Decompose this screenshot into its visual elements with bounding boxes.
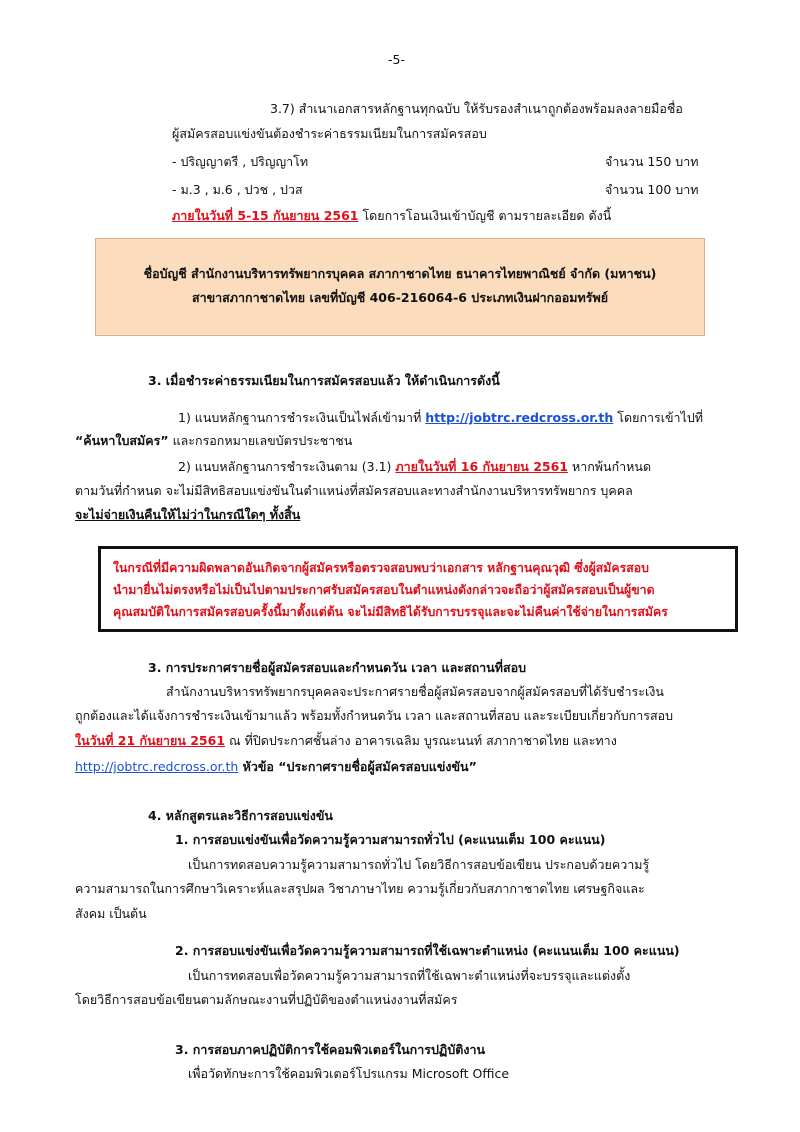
warning-line-2: นำมายื่นไม่ตรงหรือไม่เป็นไปตามประกาศรับสมัครสอบในตำแหน่งดังกล่าวจะถือว่าผู้สมัครสอบเป็นผู้ขาด — [113, 583, 655, 597]
announcement-line-2: ถูกต้องและได้แจ้งการชำระเงินเข้ามาแล้ว พร้อมทั้งกำหนดวัน เวลา และสถานที่สอบ และระเบียบเกี่ยวกับการสอบ — [75, 708, 674, 723]
exam-specific-title: 2. การสอบแข่งขันเพื่อวัดความรู้ความสามารถที่ใช้เฉพาะตำแหน่ง (คะแนนเต็ม 100 คะแนน) — [175, 943, 680, 958]
jobtrc-link-step-1[interactable]: http://jobtrc.redcross.or.th — [425, 410, 614, 425]
exam-computer-line-1: เพื่อวัดทักษะการใช้คอมพิวเตอร์โปรแกรม Microsoft Office — [188, 1066, 510, 1081]
fee-amount-100: จำนวน 100 บาท — [605, 182, 699, 197]
exam-general-line-3: สังคม เป็นต้น — [75, 906, 147, 921]
step-1-prefix: 1) แนบหลักฐานการชำระเงินเป็นไฟล์เข้ามาที่ — [178, 410, 426, 425]
announcement-topic: หัวข้อ “ประกาศรายชื่อผู้สมัครสอบแข่งขัน” — [238, 759, 477, 774]
step-1-line-2 — [75, 431, 352, 451]
payment-deadline-line — [172, 206, 611, 226]
item-3-7: 3.7) สำเนาเอกสารหลักฐานทุกฉบับ ให้รับรองสำเนาถูกต้องพร้อมลงลายมือชื่อ — [270, 101, 683, 116]
warning-line-1: ในกรณีที่มีความผิดพลาดอันเกิดจากผู้สมัครหรือตรวจสอบพบว่าเอกสาร หลักฐานคุณวุฒิ ซึ่งผู้สมัครสอบ — [113, 561, 649, 575]
exam-general-line-1: เป็นการทดสอบความรู้ความสามารถทั่วไป โดยวิธีการสอบข้อเขียน ประกอบด้วยความรู้ — [188, 857, 650, 872]
step-2-line-2: ตามวันที่กำหนด จะไม่มีสิทธิสอบแข่งขันในตำแหน่งที่สมัครสอบและทางสำนักงานบริหารทรัพยากร บุคคล — [75, 483, 633, 498]
exam-specific-line-1: เป็นการทดสอบเพื่อวัดความรู้ความสามารถที่ใช้เฉพาะตำแหน่งที่จะบรรจุและแต่งตั้ง — [188, 968, 631, 983]
exam-general-line-2: ความสามารถในการศึกษาวิเคราะห์และสรุปผล วิชาภาษาไทย ความรู้เกี่ยวกับสภากาชาดไทย เศรษฐกิจและ — [75, 881, 645, 896]
step-1-line — [178, 408, 703, 428]
no-refund-notice: จะไม่จ่ายเงินคืนให้ไม่ว่าในกรณีใดๆ ทั้งสิ้น — [75, 507, 301, 522]
announcement-line-4 — [75, 757, 477, 777]
announcement-line-3 — [75, 731, 617, 751]
payment-deadline-rest: โดยการโอนเงินเข้าบัญชี ตามรายละเอียด ดังนี้ — [358, 208, 612, 223]
jobtrc-link-announcement[interactable]: http://jobtrc.redcross.or.th — [75, 759, 239, 774]
step-2-suffix: หากพ้นกำหนด — [568, 459, 652, 474]
after-payment-heading: 3. เมื่อชำระค่าธรรมเนียมในการสมัครสอบแล้ว ให้ดำเนินการดังนี้ — [148, 373, 500, 388]
curriculum-heading: 4. หลักสูตรและวิธีการสอบแข่งขัน — [148, 808, 333, 823]
step-2-prefix: 2) แนบหลักฐานการชำระเงินตาม (3.1) — [178, 459, 396, 474]
bank-account-line-2: สาขาสภากาชาดไทย เลขที่บัญชี 406-216064-6 ประเภทเงินฝากออมทรัพย์ — [191, 290, 609, 305]
announcement-line-3-rest: ณ ที่ปิดประกาศชั้นล่าง อาคารเฉลิม บูรณะนนท์ สภากาชาดไทย และทาง — [225, 733, 617, 748]
page-number: -5- — [388, 52, 405, 67]
exam-computer-title: 3. การสอบภาคปฏิบัติการใช้คอมพิวเตอร์ในการปฏิบัติงาน — [175, 1042, 486, 1057]
fee-level-secondary-vocational: - ม.3 , ม.6 , ปวช , ปวส — [172, 182, 303, 197]
exam-general-title: 1. การสอบแข่งขันเพื่อวัดความรู้ความสามารถทั่วไป (คะแนนเต็ม 100 คะแนน) — [175, 832, 606, 847]
payment-deadline-highlight: ภายในวันที่ 5-15 กันยายน 2561 — [172, 208, 359, 223]
bank-account-line-1: ชื่อบัญชี สำนักงานบริหารทรัพยากรบุคคล สภากาชาดไทย ธนาคารไทยพาณิชย์ จำกัด (มหาชน) — [143, 266, 657, 281]
warning-box — [98, 546, 738, 632]
step-1-suffix: โดยการเข้าไปที่ — [613, 410, 704, 425]
step-1-line-2-rest: และกรอกหมายเลขบัตรประชาชน — [168, 433, 353, 448]
search-application-label: “ค้นหาใบสมัคร” — [75, 433, 169, 448]
announcement-line-1: สำนักงานบริหารทรัพยากรบุคคลจะประกาศรายชื่อผู้สมัครสอบจากผู้สมัครสอบที่ได้รับชำระเงิน — [166, 684, 664, 699]
warning-line-3: คุณสมบัติในการสมัครสอบครั้งนี้มาตั้งแต่ต้น จะไม่มีสิทธิได้รับการบรรจุและจะไม่คืนค่าใช้จ่ายในการสมัคร — [113, 605, 668, 619]
fee-intro: ผู้สมัครสอบแข่งขันต้องชำระค่าธรรมเนียมในการสมัครสอบ — [172, 126, 487, 141]
bank-account-box — [95, 238, 705, 336]
fee-amount-150: จำนวน 150 บาท — [605, 154, 699, 169]
exam-specific-line-2: โดยวิธีการสอบข้อเขียนตามลักษณะงานที่ปฏิบัติของตำแหน่งงานที่สมัคร — [75, 992, 458, 1007]
announcement-date-highlight: ในวันที่ 21 กันยายน 2561 — [75, 733, 226, 748]
step-2-deadline-highlight: ภายในวันที่ 16 กันยายน 2561 — [395, 459, 568, 474]
step-2-line — [178, 457, 651, 477]
announcement-heading: 3. การประกาศรายชื่อผู้สมัครสอบและกำหนดวัน เวลา และสถานที่สอบ — [148, 660, 527, 675]
fee-level-bachelor-master: - ปริญญาตรี , ปริญญาโท — [172, 154, 309, 169]
